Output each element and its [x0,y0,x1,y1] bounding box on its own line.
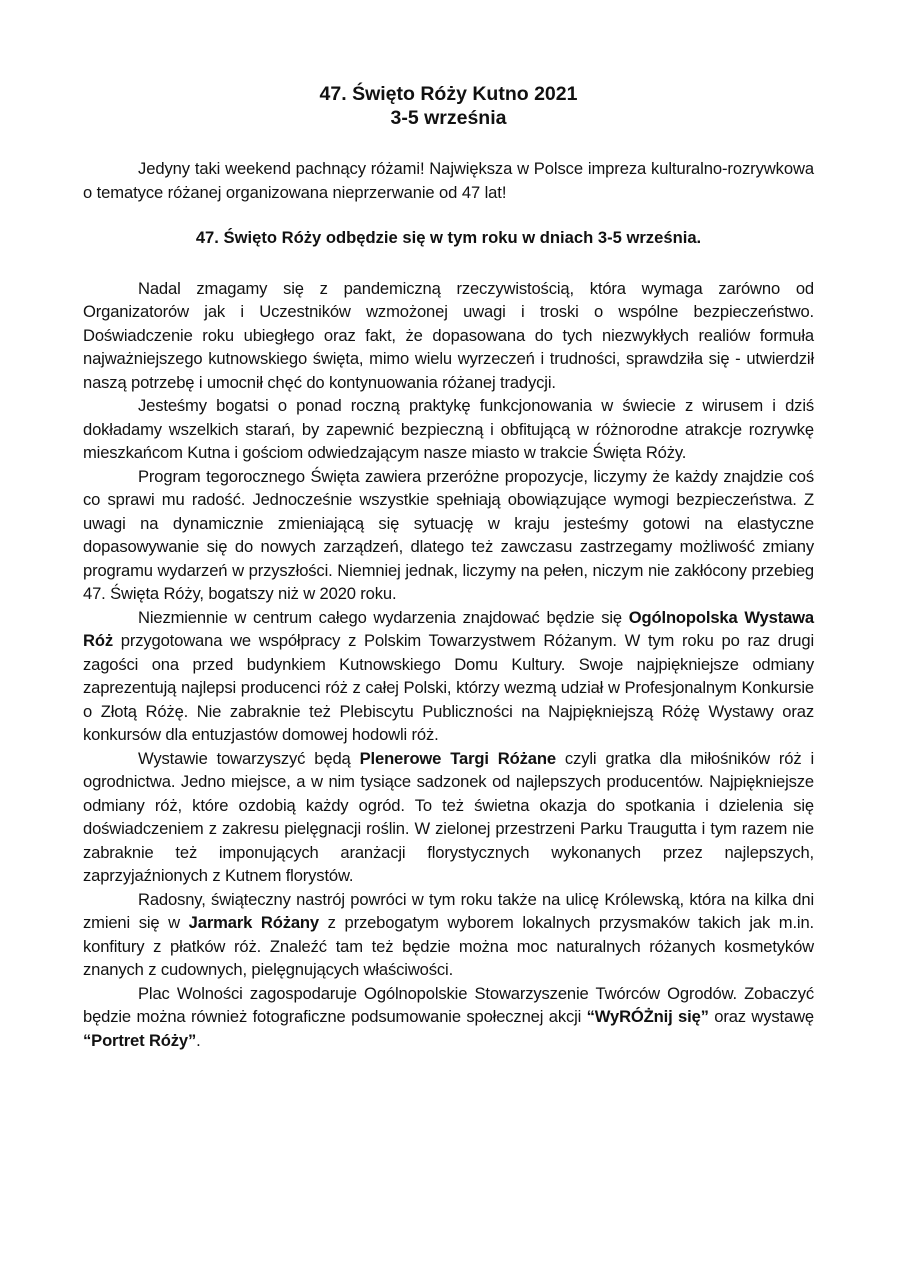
paragraph-freedom-square [83,982,814,1053]
text: oraz wystawę [708,1007,814,1026]
text: czyli gratka dla miłośników róż i ogrodnictwa. Jedno miejsce, a w nim tysiące sadzonek od najlepszych producentów. Najpiękniejsze odmiany róż, które ozdobią każdy ogród. To też świetna okazja do spotkania i dzielenia się doświadczeniem z zakresu pielęgnacji roślin. W zielonej przestrzeni Parku Traugutta i tym razem nie zabraknie też imponujących aranżacji florystycznych wykonanych przez najlepszych, zaprzyjaźnionych z Kutnem florystów. [83,748,814,885]
paragraph-rose-market [83,888,814,982]
text: z przebogatym wyborem lokalnych przysmaków takich jak m.in. konfitury z płatków róż. Znaleźć tam też będzie można moc naturalnych różanych kosmetyków znanych z cudownych, pielęgnujących właściwości. [83,913,815,979]
bold-campaign-name: “WyRÓŻnij się” [586,1007,709,1026]
paragraph-program: Program tegorocznego Święta zawiera przeróżne propozycje, liczymy że każdy znajdzie coś co sprawi mu radość. Jednocześnie wszystkie spełniają obowiązujące wymogi bezpieczeństwa. Z uwagi na dynamicznie zmieniającą się sytuację w kraju jesteśmy gotowi na elastyczne dopasowywanie się do nowych zarządzeń, dlatego też zawczasu zastrzegamy możliwość zmiany programu wydarzeń w przyszłości. Niemniej jednak, liczymy na pełen, niczym nie zakłócony przebieg 47. Święta Róży, bogatszy niż w 2020 roku. [83,466,814,603]
title-line-event: 47. Święto Róży Kutno 2021 [319,83,578,105]
title-line-dates: 3-5 września [390,107,507,129]
paragraph-pandemic: Nadal zmagamy się z pandemiczną rzeczywistością, która wymaga zarówno od Organizatorów jak i Uczestników wzmożonej uwagi i troski o wspólne bezpieczeństwo. Doświadczenie roku ubiegłego oraz fakt, że dopasowana do tych niezwykłych realiów formuła najważniejszego kutnowskiego święta, mimo wielu wyrzeczeń i trudności, sprawdziła się - utwierdził naszą potrzebę i umocnił chęć do kontynuowania różanej tradycji. [83,278,814,392]
bold-fair-name: Plenerowe Targi Różane [359,748,556,768]
bold-market-name: Jarmark Różany [188,913,319,932]
paragraph-rose-exhibition [83,606,814,747]
text: Plac Wolności zagospodaruje Ogólnopolskie Stowarzyszenie Twórców Ogrodów. Zobaczyć będzie można również fotograficzne podsumowanie społecznej akcji [83,983,814,1026]
bold-exhibit-name: “Portret Róży” [83,1030,197,1050]
subheading: 47. Święto Róży odbędzie się w tym roku w dniach 3-5 września. [195,228,702,247]
lead-paragraph: Jedyny taki weekend pachnący różami! Największa w Polsce impreza kulturalno-rozrywkowa o tematyce różanej organizowana nieprzerwanie od 47 lat! [83,159,814,202]
text: przygotowana we współpracy z Polskim Towarzystwem Różanym. W tym roku po raz drugi zagości ona przed budynkiem Kutnowskiego Domu Kultury. Swoje najpiękniejsze odmiany zaprezentują najlepsi producenci róż z całej Polski, którzy wezmą udział w Profesjonalnym Konkursie o Złotą Różę. Nie zabraknie też Plebiscytu Publiczności na Najpiękniejszą Różę Wystawy oraz konkursów dla entuzjastów domowej hodowli róż. [83,631,814,744]
document-body [83,277,814,1053]
paragraph-rose-fair [83,747,814,888]
paragraph-experience: Jesteśmy bogatsi o ponad roczną praktykę funkcjonowania w świecie z wirusem i dziś dokładamy wszelkich starań, by zapewnić bezpieczną i obfitującą w różnorodne atrakcje rozrywkę mieszkańcom Kutna i gościom odwiedzającym nasze miasto w trakcie Święta Róży. [83,396,814,462]
document-title [83,82,814,130]
text: Wystawie towarzyszyć będą [138,748,360,768]
bold-exhibition-name: Ogólnopolska Wystawa Róż [83,607,815,650]
text: . [196,1030,201,1050]
text: Radosny, świąteczny nastrój powróci w tym roku także na ulicę Królewską, która na kilka dni zmieni się w [83,889,814,932]
text: Niezmiennie w centrum całego wydarzenia znajdować będzie się [138,607,629,627]
document-page [83,82,814,1052]
